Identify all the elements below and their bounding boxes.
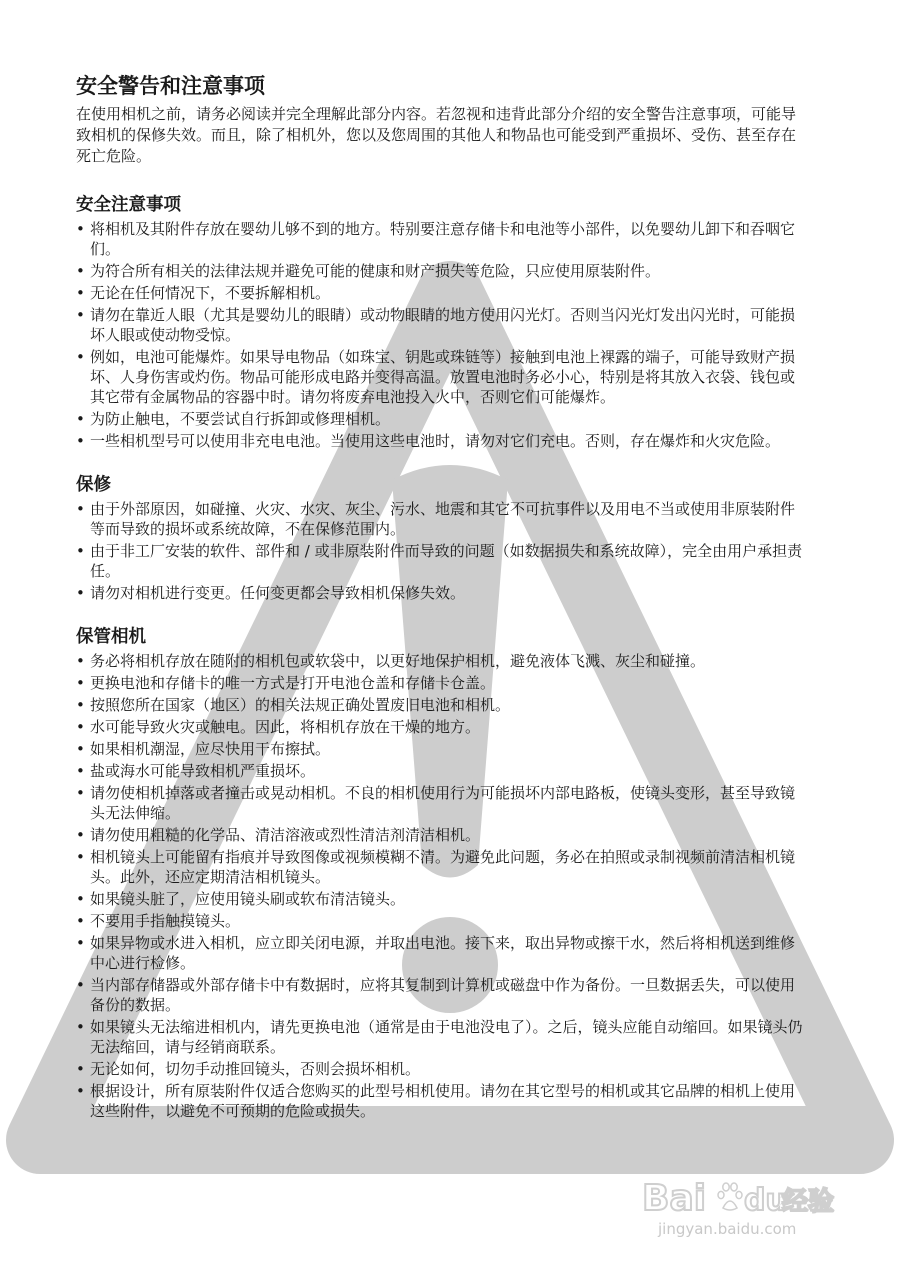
bullet-list [76, 499, 806, 603]
bullet-list [76, 651, 806, 1121]
watermark-url-text: jingyan.baidu.com [658, 1220, 797, 1238]
list-item: • 例如，电池可能爆炸。如果导电物品（如珠宝、钥匙或珠链等）接触到电池上裸露的端子，可能导致财产损坏、人身伤害或灼伤。物品可能形成电路并变得高温。放置电池时务必小心，特别是将其放入衣袋、钱包或其它带有金属物品的容器中时。请勿将废弃电池投入火中，否则它们可能爆炸。 [76, 347, 806, 407]
jingyan-tagline-text: 经验 [782, 1187, 835, 1217]
list-item: • 如果相机潮湿，应尽快用干布擦拭。 [76, 739, 806, 759]
list-item: • 无论如何，切勿手动推回镜头，否则会损坏相机。 [76, 1059, 806, 1079]
list-item: • 为防止触电，不要尝试自行拆卸或修理相机。 [76, 409, 806, 429]
list-item: • 如果镜头无法缩进相机内，请先更换电池（通常是由于电池没电了）。之后，镜头应能自动缩回。如果镜头仍无法缩回，请与经销商联系。 [76, 1017, 806, 1057]
section-care [76, 625, 806, 1121]
list-item: • 根据设计，所有原装附件仅适合您购买的此型号相机使用。请勿在其它型号的相机或其它品牌的相机上使用这些附件，以避免不可预期的危险或损失。 [76, 1081, 806, 1121]
list-item: • 如果异物或水进入相机，应立即关闭电源，并取出电池。接下来，取出异物或擦干水，然后将相机送到维修中心进行检修。 [76, 933, 806, 973]
page-title: 安全警告和注意事项 [76, 74, 265, 98]
section-heading: 安全注意事项 [76, 195, 181, 215]
section-warranty [76, 473, 806, 603]
paw-icon [718, 1183, 742, 1210]
list-item: • 一些相机型号可以使用非充电电池。当使用这些电池时，请勿对它们充电。否则，存在爆炸和火灾危险。 [76, 431, 806, 451]
list-item: • 如果镜头脏了，应使用镜头刷或软布清洁镜头。 [76, 889, 806, 909]
list-item: • 请勿使相机掉落或者撞击或晃动相机。不良的相机使用行为可能损坏内部电路板，使镜头变形，甚至导致镜头无法伸缩。 [76, 783, 806, 823]
list-item: • 无论在任何情况下，不要拆解相机。 [76, 283, 806, 303]
bullet-list [76, 219, 806, 451]
list-item: • 相机镜头上可能留有指痕并导致图像或视频模糊不清。为避免此问题，务必在拍照或录制视频前清洁相机镜头。此外，还应定期清洁相机镜头。 [76, 847, 806, 887]
section-safety [76, 193, 806, 451]
intro-paragraph: 在使用相机之前，请务必阅读并完全理解此部分内容。若忽视和违背此部分介绍的安全警告注意事项，可能导致相机的保修失效。而且，除了相机外，您以及您周围的其他人和物品也可能受到严重损坏、受伤、甚至存在死亡危险。 [76, 105, 797, 165]
baidu-brand-tail-text: du [744, 1183, 787, 1218]
list-item: • 更换电池和存储卡的唯一方式是打开电池仓盖和存储卡仓盖。 [76, 673, 806, 693]
list-item: • 盐或海水可能导致相机严重损坏。 [76, 761, 806, 781]
list-item: • 由于非工厂安装的软件、部件和 / 或非原装附件而导致的问题（如数据损失和系统故障），完全由用户承担责任。 [76, 541, 806, 581]
baidu-jingyan-watermark [640, 1172, 840, 1242]
list-item: • 请勿对相机进行变更。任何变更都会导致相机保修失效。 [76, 583, 806, 603]
list-item: • 不要用手指触摸镜头。 [76, 911, 806, 931]
list-item: • 水可能导致火灾或触电。因此，将相机存放在干燥的地方。 [76, 717, 806, 737]
baidu-brand-text: Bai [642, 1178, 707, 1219]
section-heading: 保管相机 [76, 627, 146, 647]
document-page [76, 72, 806, 1143]
list-item: • 请勿使用粗糙的化学品、清洁溶液或烈性清洁剂清洁相机。 [76, 825, 806, 845]
list-item: • 将相机及其附件存放在婴幼儿够不到的地方。特别要注意存储卡和电池等小部件，以免婴幼儿卸下和吞咽它们。 [76, 219, 806, 259]
section-heading: 保修 [76, 475, 111, 495]
list-item: • 按照您所在国家（地区）的相关法规正确处置废旧电池和相机。 [76, 695, 806, 715]
list-item: • 请勿在靠近人眼（尤其是婴幼儿的眼睛）或动物眼睛的地方使用闪光灯。否则当闪光灯发出闪光时，可能损坏人眼或使动物受惊。 [76, 305, 806, 345]
list-item: • 当内部存储器或外部存储卡中有数据时，应将其复制到计算机或磁盘中作为备份。一旦数据丢失，可以使用备份的数据。 [76, 975, 806, 1015]
list-item: • 由于外部原因，如碰撞、火灾、水灾、灰尘、污水、地震和其它不可抗事件以及用电不当或使用非原装附件等而导致的损坏或系统故障，不在保修范围内。 [76, 499, 806, 539]
list-item: • 务必将相机存放在随附的相机包或软袋中，以更好地保护相机，避免液体飞溅、灰尘和碰撞。 [76, 651, 806, 671]
list-item: • 为符合所有相关的法律法规并避免可能的健康和财产损失等危险，只应使用原装附件。 [76, 261, 806, 281]
